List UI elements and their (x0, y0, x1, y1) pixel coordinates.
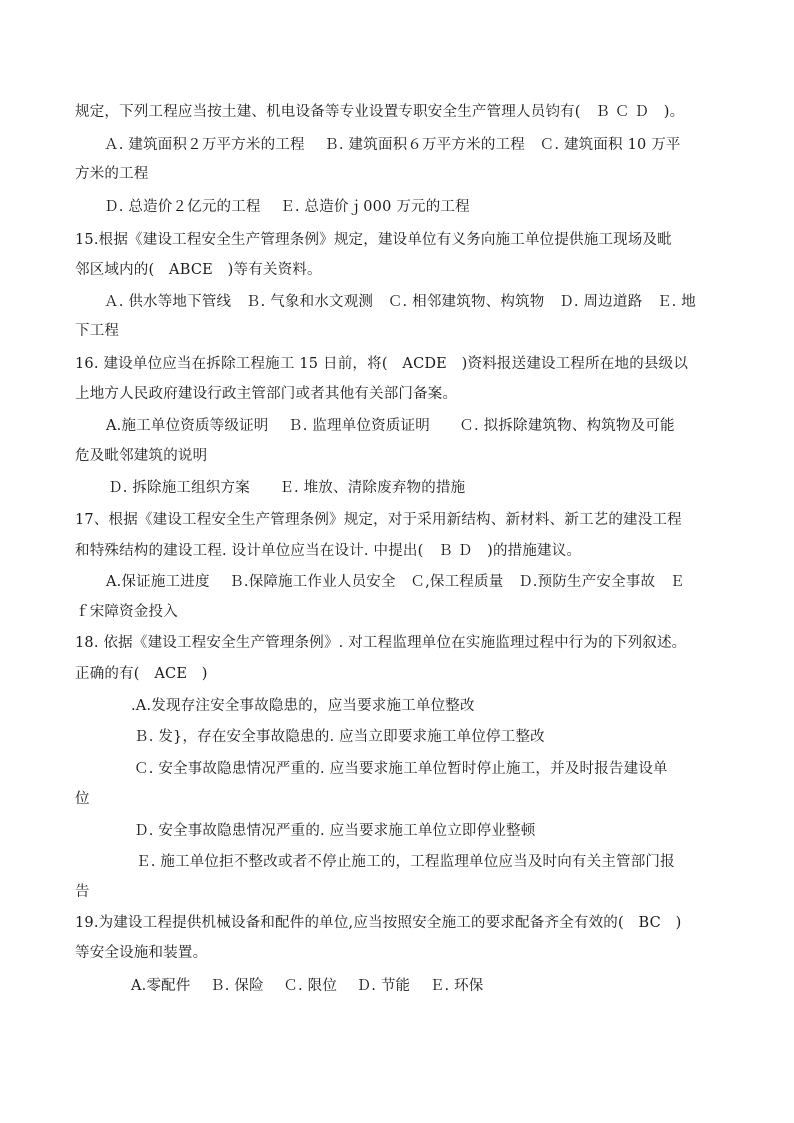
option-line: .A.发现存注安全事故隐患的，应当要求施工单位整改 (131, 698, 475, 714)
text-line: 等安全设施和装置。 (75, 945, 208, 961)
question-line: 17、根据《建设工程安全生产管理条例》规定，对于采用新结构、新材料、新工艺的建没工程 (75, 512, 682, 528)
question-line: 15.根据《建设工程安全生产管理条例》规定，建设单位有义务向施工单位提供施工现场及毗 (75, 232, 672, 248)
option-line: Ｃ. 安全事故隐患情况严重的. 应当要求施工单位暂时停止施工，并及时报告建设单 (134, 761, 668, 777)
text-line: 规定，下列工程应当按土建、机电设备等专业设置专职安全生产管理人员钧有( Ｂ Ｃ Ｄ )。 (75, 104, 685, 120)
option-line: Ａ. 建筑面积２万平方米的工程 Ｂ. 建筑面积６万平方米的工程 Ｃ. 建筑面积 10 万平 (104, 137, 681, 153)
text-line: 告 (75, 884, 90, 900)
text-line: 下工程 (75, 323, 120, 339)
question-line: 18. 依据《建设工程安全生产管理条例》. 对工程监理单位在实施监理过程中行为的下列叙述。 (75, 635, 687, 651)
option-line: A.零配件 Ｂ. 保险 Ｃ. 限位 Ｄ. 节能 Ｅ. 环保 (131, 978, 484, 994)
question-line: 19.为建设工程提供机械设备和配件的单位,应当按照安全施工的要求配备齐全有效的( BC ) (75, 915, 682, 931)
text-line: 正确的有( ACE ) (75, 666, 208, 682)
text-line: 上地方人民政府建设行政主管部门或者其他有关部门备案。 (75, 386, 458, 402)
question-line: 16. 建设单位应当在拆除工程施工 15 日前，将( ACDE )资料报送建设工程所在地的县级以 (75, 356, 689, 372)
text-line: 方米的工程 (75, 166, 149, 182)
text-line: 邻区域内的( ABCE )等有关资料。 (75, 262, 322, 278)
option-line: Ｂ. 发}，存在安全事故隐患的. 应当立即要求施工单位停工整改 (134, 729, 545, 745)
text-line: 和特殊结构的建设工程. 设计单位应当在设计. 中提出( Ｂ Ｄ )的措施建议。 (75, 543, 582, 559)
text-line: 位 (75, 791, 90, 807)
option-line: Ｄ. 总造价２亿元的工程 Ｅ. 总造价ｊ000 万元的工程 (104, 199, 470, 215)
option-line: Ｅ. 施工单位拒不整改或者不停止施工的，工程监理单位应当及时向有关主管部门报 (136, 854, 675, 870)
text-line: ｆ宋障资金投入 (75, 604, 178, 620)
option-line: Ａ. 供水等地下管线 Ｂ. 气象和水文观测 Ｃ. 相邻建筑物、构筑物 Ｄ. 周边道路 Ｅ. 地 (104, 294, 696, 310)
option-line: Ｄ. 安全事故隐患情况严重的. 应当要求施工单位立即停业整顿 (134, 823, 536, 839)
option-line: Ｄ. 拆除施工组织方案 Ｅ. 堆放、清除废弃物的措施 (108, 480, 466, 496)
option-line: A.施工单位资质等级证明 Ｂ. 监理单位资质证明 Ｃ. 拟拆除建筑物、构筑物及可能 (106, 418, 675, 434)
text-line: 危及毗邻建筑的说明 (75, 448, 208, 464)
option-line: A.保证施工进度 Ｂ.保障施工作业人员安全 Ｃ,保工程质量 Ｄ.预防生产安全事故 Ｅ (106, 574, 685, 590)
